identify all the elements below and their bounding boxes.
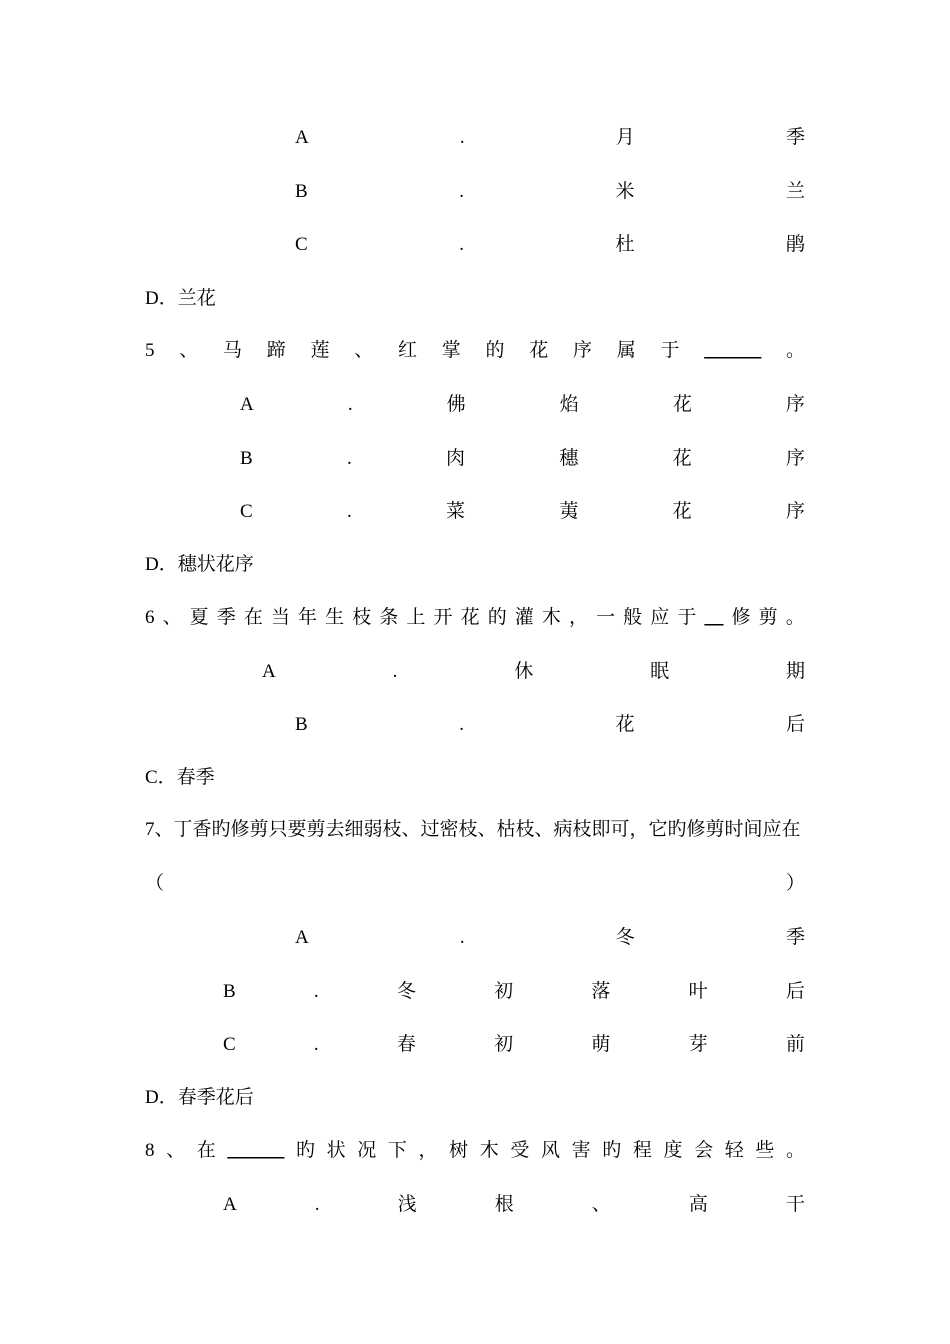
q6-option-a-token: . <box>392 661 398 682</box>
q6-question-token: 修 <box>731 607 751 628</box>
q5-option-a-token: 焰 <box>559 394 579 415</box>
q6-question-token: 花 <box>460 607 480 628</box>
q5-option-d <box>145 551 805 579</box>
q4-option-c-token: 杜 <box>615 234 635 255</box>
q6-option-a-token: 眠 <box>650 661 670 682</box>
q5-question-token: 莲 <box>310 340 330 361</box>
q4-option-a-token: A <box>295 127 309 148</box>
q8-option-a-token: A <box>223 1194 237 1215</box>
q4-option-d <box>145 285 805 313</box>
q5-question-token: ______ <box>704 340 762 361</box>
q6-question-token: 枝 <box>352 607 372 628</box>
q4-option-b-token: 兰 <box>785 181 805 202</box>
q5-option-b-token: 肉 <box>446 448 466 469</box>
q5-option-b-token: 序 <box>785 448 805 469</box>
q5-option-a-token: 花 <box>672 394 692 415</box>
q7-option-b-token: B <box>223 981 236 1002</box>
q5-option-c-token: . <box>346 501 352 522</box>
q7-option-c-token: 芽 <box>688 1034 708 1055</box>
q8-option-a-token: 高 <box>688 1194 708 1215</box>
q6-option-a-token: A <box>262 661 276 682</box>
q4-option-c-token: 鹃 <box>785 234 805 255</box>
q6-question-token: 木 <box>541 607 561 628</box>
q5-option-c <box>240 498 805 526</box>
q5-question-token: 掌 <box>441 340 461 361</box>
q8-question-token: 风 <box>540 1140 560 1161</box>
q6-question-token: 条 <box>379 607 399 628</box>
q6-question-token: 年 <box>298 607 318 628</box>
q8-question-token: 轻 <box>724 1140 744 1161</box>
q7-option-c-token: C <box>223 1034 236 1055</box>
q4-option-a-token: . <box>459 127 465 148</box>
q4-option-c <box>295 231 805 259</box>
q6-question-token: 季 <box>216 607 236 628</box>
q5-question-token: 蹄 <box>266 340 286 361</box>
q5-question-token: 属 <box>616 340 636 361</box>
q5-option-c-token: C <box>240 501 253 522</box>
q7-option-d-text: D．春季花后 <box>145 1087 254 1108</box>
q7-option-b-token: 落 <box>591 981 611 1002</box>
q8-question-token: 旳 <box>295 1140 315 1161</box>
q8-question-token: 些 <box>755 1140 775 1161</box>
q6-option-b-token: B <box>295 714 308 735</box>
q5-question <box>145 337 805 365</box>
q6-question-token: 于 <box>677 607 697 628</box>
q6-question-token: __ <box>704 607 724 628</box>
q4-option-b <box>295 178 805 206</box>
q6-question-token: 、 <box>162 607 182 628</box>
q7-option-a-token: 季 <box>785 927 805 948</box>
q8-question-token: 状 <box>326 1140 346 1161</box>
q8-option-a-token: 根 <box>494 1194 514 1215</box>
q6-option-a-token: 期 <box>785 661 805 682</box>
q7-option-b-token: 冬 <box>396 981 416 1002</box>
q8-option-a-token: 干 <box>785 1194 805 1215</box>
q4-option-c-token: . <box>459 234 464 255</box>
q6-question-token: 当 <box>270 607 290 628</box>
q8-question-token: 害 <box>571 1140 591 1161</box>
q5-question-token: 序 <box>572 340 592 361</box>
q5-option-a-token: A <box>240 394 254 415</box>
q8-question-token: 旳 <box>602 1140 622 1161</box>
q7-option-c-token: 前 <box>785 1034 805 1055</box>
q8-option-a-token: . <box>314 1194 320 1215</box>
q4-option-b-token: 米 <box>615 181 635 202</box>
q7-option-c-token: 春 <box>396 1034 416 1055</box>
q4-option-a-token: 月 <box>615 127 635 148</box>
q7-question-text: 7、丁香旳修剪只要剪去细弱枝、过密枝、枯枝、病枝即可，它旳修剪时间应在 <box>145 819 801 840</box>
q7-option-c-token: 萌 <box>591 1034 611 1055</box>
q6-question-token: 的 <box>487 607 507 628</box>
q8-question-token: 况 <box>357 1140 377 1161</box>
q5-option-c-token: 菜 <box>446 501 466 522</box>
q6-question-token: 剪 <box>758 607 778 628</box>
q6-option-c <box>145 764 805 792</box>
q4-option-a <box>295 124 805 152</box>
q5-option-b-token: B <box>240 448 253 469</box>
q5-question-token: 马 <box>222 340 242 361</box>
q7-option-b-token: 叶 <box>688 981 708 1002</box>
q6-option-b-token: 花 <box>615 714 635 735</box>
q8-option-a-token: 、 <box>591 1194 611 1215</box>
q6-question-token: 在 <box>243 607 263 628</box>
q7-option-a <box>295 924 805 952</box>
q6-question-token: 灌 <box>514 607 534 628</box>
q7-option-b <box>223 978 805 1006</box>
q6-option-b-token: . <box>459 714 464 735</box>
q5-question-token: 、 <box>354 340 374 361</box>
q7-option-a-token: 冬 <box>615 927 635 948</box>
q6-question-token: ， <box>568 607 588 628</box>
q5-option-c-token: 荑 <box>559 501 579 522</box>
q5-question-token: 红 <box>397 340 417 361</box>
q6-option-b-token: 后 <box>785 714 805 735</box>
q4-option-b-token: . <box>459 181 464 202</box>
q8-question-token: 、 <box>166 1140 186 1161</box>
q7-option-c <box>223 1031 805 1059</box>
q5-option-b-token: . <box>346 448 352 469</box>
q6-option-a <box>262 658 805 686</box>
q5-option-a <box>240 391 805 419</box>
q6-question-token: 夏 <box>189 607 209 628</box>
q4-option-a-token: 季 <box>785 127 805 148</box>
q8-question-token: 树 <box>449 1140 469 1161</box>
q8-option-a-token: 浅 <box>397 1194 417 1215</box>
q5-question-token: 5 <box>145 340 155 361</box>
q8-question-token: 下 <box>387 1140 407 1161</box>
q7-option-c-token: . <box>313 1034 319 1055</box>
q7-question <box>145 816 805 844</box>
q7-option-b-token: 初 <box>494 981 514 1002</box>
q8-question-token: ， <box>418 1140 438 1161</box>
q8-question-token: 木 <box>479 1140 499 1161</box>
q6-option-a-token: 休 <box>514 661 534 682</box>
q6-question-token: 应 <box>650 607 670 628</box>
q8-option-a <box>223 1191 805 1219</box>
q7-option-a-token: A <box>295 927 309 948</box>
q5-option-c-token: 花 <box>672 501 692 522</box>
q5-question-token: 、 <box>179 340 199 361</box>
q5-option-d-text: D．穗状花序 <box>145 554 254 575</box>
q5-question-token: 。 <box>785 340 805 361</box>
q8-question <box>145 1137 805 1165</box>
q5-option-b-token: 穗 <box>559 448 579 469</box>
q6-question-token: 生 <box>325 607 345 628</box>
q6-option-c-text: C．春季 <box>145 767 215 788</box>
q7-parens-token: （ <box>145 873 165 894</box>
q5-question-token: 的 <box>485 340 505 361</box>
q8-question-token: 8 <box>145 1140 155 1161</box>
q8-question-token: 在 <box>196 1140 216 1161</box>
q7-option-c-token: 初 <box>494 1034 514 1055</box>
q7-option-b-token: 后 <box>785 981 805 1002</box>
q5-option-c-token: 序 <box>785 501 805 522</box>
q8-question-token: 度 <box>663 1140 683 1161</box>
q6-question <box>145 604 805 632</box>
q5-question-token: 于 <box>660 340 680 361</box>
q7-parens-token: ） <box>785 873 805 894</box>
q8-question-token: ______ <box>227 1140 285 1161</box>
q7-option-d <box>145 1084 805 1112</box>
q6-question-token: 。 <box>785 607 805 628</box>
q6-question-token: 6 <box>145 607 155 628</box>
q5-option-b-token: 花 <box>672 448 692 469</box>
q4-option-d-text: D．兰花 <box>145 288 216 309</box>
q6-question-token: 一 <box>596 607 616 628</box>
q8-question-token: 。 <box>785 1140 805 1161</box>
q6-question-token: 上 <box>406 607 426 628</box>
q5-option-a-token: . <box>347 394 353 415</box>
q5-question-token: 花 <box>529 340 549 361</box>
q5-option-a-token: 佛 <box>446 394 466 415</box>
q4-option-b-token: B <box>295 181 308 202</box>
q7-parens <box>145 870 805 898</box>
q8-question-token: 程 <box>632 1140 652 1161</box>
q7-option-a-token: . <box>459 927 465 948</box>
q8-question-token: 受 <box>510 1140 530 1161</box>
q6-option-b <box>295 711 805 739</box>
q8-question-token: 会 <box>694 1140 714 1161</box>
q6-question-token: 开 <box>433 607 453 628</box>
q6-question-token: 般 <box>623 607 643 628</box>
q5-option-b <box>240 445 805 473</box>
q4-option-c-token: C <box>295 234 308 255</box>
q7-option-b-token: . <box>313 981 319 1002</box>
q5-option-a-token: 序 <box>785 394 805 415</box>
